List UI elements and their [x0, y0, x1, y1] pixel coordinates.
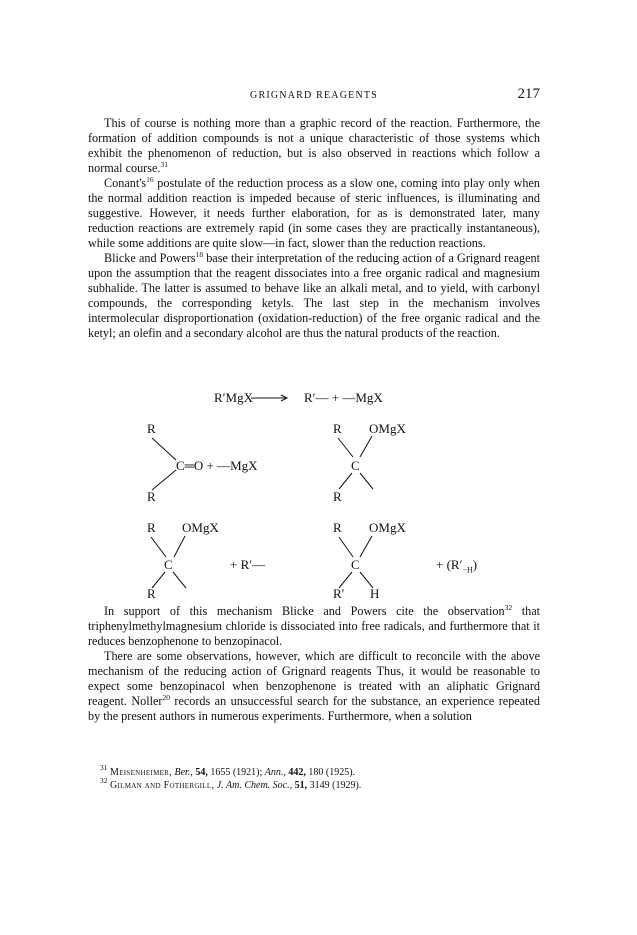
footnote-journal: Ber.,: [174, 767, 193, 778]
carbon-label: C: [164, 557, 173, 572]
paragraph: [88, 251, 540, 341]
paragraph-text: that triphenylmethylmagnesium chloride is dissociated into free radicals, and furthermore that it reduces benzophenone to benzopinacol.: [88, 604, 540, 648]
footnote-rest: 3149 (1929).: [307, 780, 362, 791]
r-group-label: R: [147, 586, 156, 601]
omgx-label: OMgX: [369, 520, 406, 535]
bond: [151, 537, 166, 557]
bond: [173, 572, 186, 588]
r-group-label: R: [333, 421, 342, 436]
paragraph: [88, 176, 540, 251]
paragraph-text: This of course is nothing more than a graphic record of the reaction. Furthermore, the formation of addition compounds is not a unique characteristic of those systems which exhibit the phenomenon of reduction, but is also observed in reactions which follow a normal course.: [88, 116, 540, 175]
paragraph-text: postulate of the reduction process as a slow one, coming into play only when the normal addition reaction is impeded because of steric influences, is illuminating and suggestive. However, it needs further elaboration, for as is demonstrated later, many reduction reactions are extremely rapid (in some cases they are practically instantaneous), while some additions are quite slow—in fact, slower than the reduction reactions.: [88, 176, 540, 250]
reactant-formula: R′MgX: [214, 390, 253, 405]
paragraph-text: In support of this mechanism Blicke and Powers cite the observation: [104, 604, 505, 618]
r-group-label: R: [333, 520, 342, 535]
bond: [360, 436, 372, 457]
prime-mark: ′: [341, 586, 345, 601]
ketone-fragment: C═O + —MgX: [176, 458, 258, 473]
footnote-author: Gilman and Fothergill,: [110, 780, 215, 791]
bond: [360, 536, 372, 557]
footnote-ref: 20: [162, 693, 170, 702]
bond: [339, 537, 353, 557]
carbon-label: C: [351, 557, 360, 572]
footnote-volume: 442,: [288, 767, 306, 778]
omgx-label: OMgX: [369, 421, 406, 436]
paragraph-text: base their interpretation of the reducing action of a Grignard reagent upon the assumption that the reagent dissociates into a free organic radical and magnesium subhalide. The latter is assumed to behave like an alkali metal, and to yield, with carbonyl compounds, the corresponding ketyls. The last step in the mechanism involves intermolecular disproportionation (oxidation-reduction) of the free organic radical and the ketyl; an olefin and a secondary alcohol are thus the natural products of the reaction.: [88, 251, 541, 340]
footnote-volume: 51,: [294, 780, 308, 791]
r-group-label: R: [147, 421, 156, 436]
footnote-ref: 18: [195, 250, 204, 259]
plus-r-prime: + R′—: [230, 557, 266, 572]
paragraph-text: There are some observations, however, which are difficult to reconcile with the above mechanism of the reducing action of Grignard reagents Thus, it would be reasonable to expect some benzopinacol when benzophenone is treated with an aliphatic Grignard reagent. Noller: [88, 649, 540, 708]
footnote-ref: 31: [160, 160, 168, 169]
bond: [360, 473, 373, 489]
r-group-label: R: [147, 489, 156, 504]
r-prime-label: R′: [333, 586, 345, 601]
footnote: [100, 763, 540, 779]
omgx-label: OMgX: [182, 520, 219, 535]
footnote-author: Meisenheimer,: [110, 767, 172, 778]
hydrogen-label: H: [370, 586, 380, 601]
r-group-label: R: [333, 489, 342, 504]
product-formula: R′— + —MgX: [304, 390, 383, 405]
bond: [339, 473, 352, 489]
footnote-number: 31: [100, 763, 108, 772]
running-head: [88, 88, 540, 108]
paragraph: [88, 116, 540, 176]
olefin-product: + $(R'_{-H})$: [436, 557, 478, 575]
footnote-volume: 54,: [195, 767, 208, 778]
running-head-title: GRIGNARD REAGENTS: [250, 90, 378, 101]
footnote-journal: Ann.,: [264, 767, 286, 778]
bond: [174, 536, 185, 557]
carbon-label: C: [351, 458, 360, 473]
footnote-ref: 16: [146, 175, 154, 184]
paragraph-lead: Blicke and Powers: [104, 251, 196, 265]
paragraph: [88, 649, 540, 724]
footnote-rest: 180 (1925).: [305, 767, 356, 778]
body-text-top: [88, 116, 540, 341]
footnote-rest: 1655 (1921);: [207, 767, 265, 778]
paragraph-lead: Conant's: [104, 176, 147, 190]
paragraph: [88, 604, 540, 649]
footnote-journal: J. Am. Chem. Soc.,: [216, 780, 293, 791]
bond: [338, 438, 353, 457]
r-group-label: R: [147, 520, 156, 535]
footnote: [100, 776, 540, 792]
bond: [152, 438, 176, 460]
footnote-number: 32: [100, 776, 108, 785]
page-number: 217: [517, 86, 540, 102]
footnotes: [100, 763, 540, 792]
reaction-scheme: [88, 387, 540, 601]
paragraph-text: records an unsuccessful search for the substance, an experience repeated by the present authors in numerous experiments. Furthermore, when a solution: [88, 694, 541, 723]
body-text-bottom: [88, 604, 540, 724]
bond: [152, 470, 176, 490]
footnote-ref: 32: [504, 603, 513, 612]
